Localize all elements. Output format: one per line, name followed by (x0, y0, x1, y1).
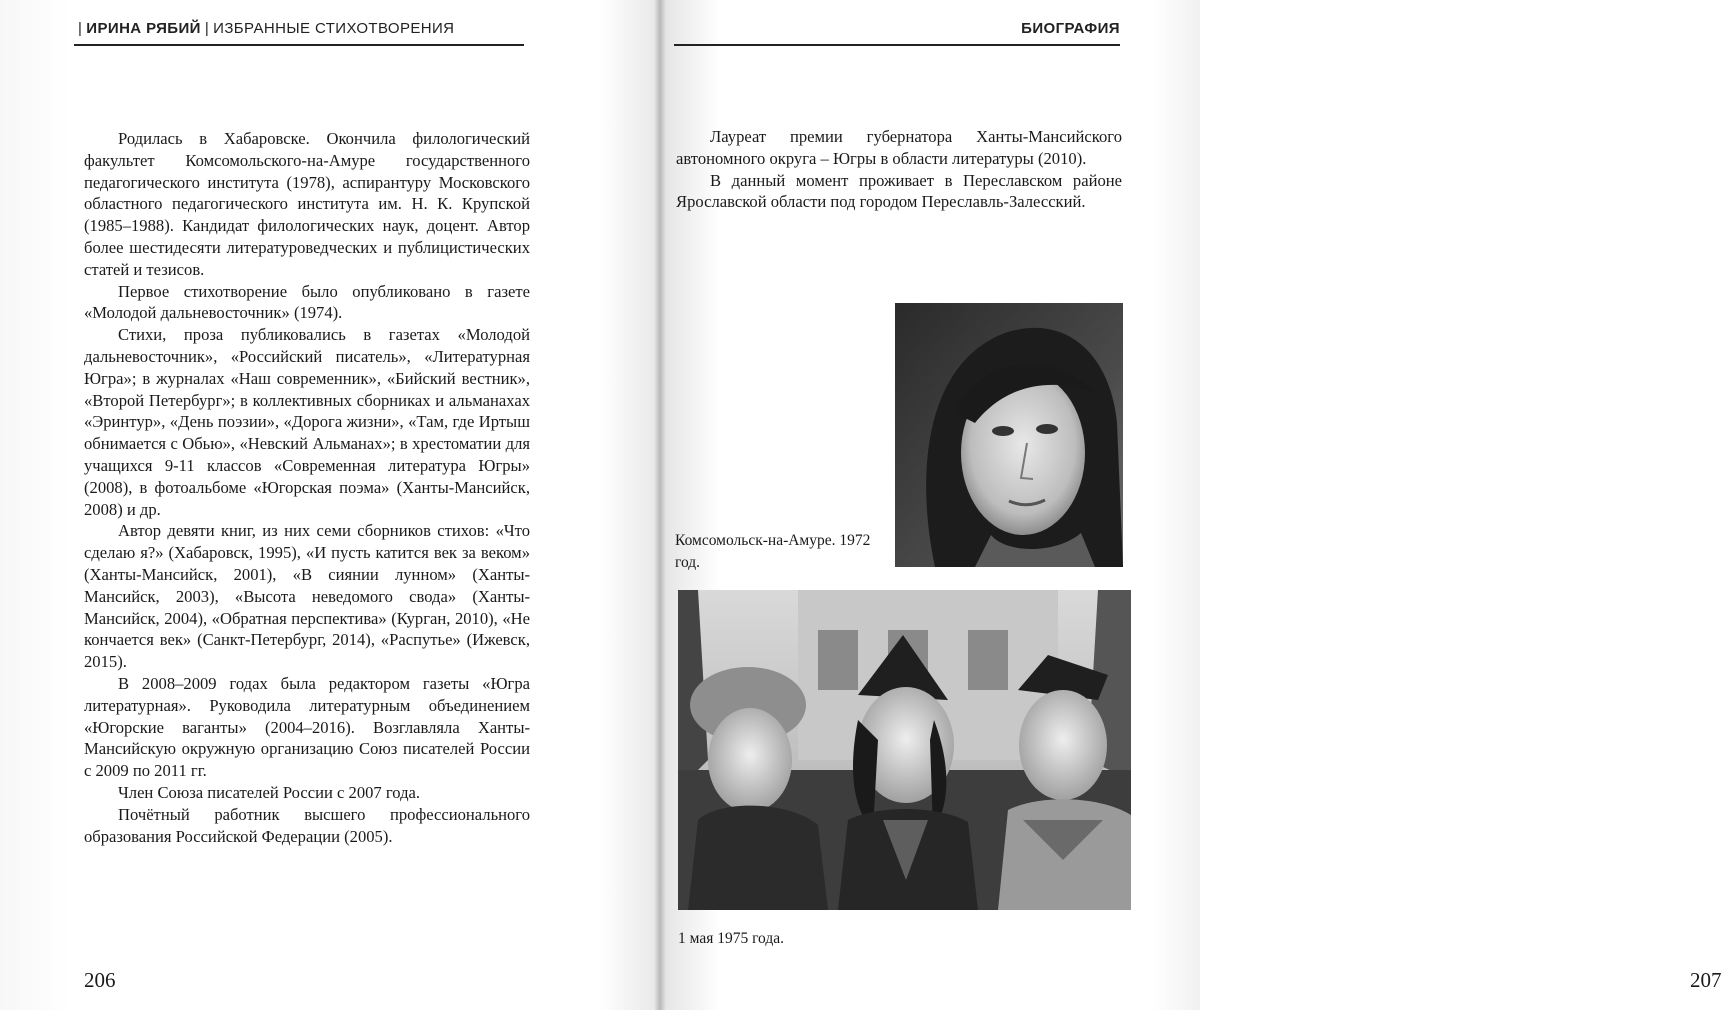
biography-text-right (676, 126, 1122, 213)
paragraph: В данный момент проживает в Переславском районе Ярославской области под городом Переславль-Залесский. (676, 170, 1122, 212)
header-author: ИРИНА РЯБИЙ (86, 20, 201, 37)
header-rule-right (674, 44, 1120, 46)
paragraph: Член Союза писателей России с 2007 года. (118, 782, 421, 802)
portrait-photo (895, 303, 1123, 567)
group-photo (678, 590, 1131, 910)
page-number-right: 207 (1690, 968, 1722, 992)
page-number-left: 206 (84, 968, 116, 992)
paragraph: Почётный работник высшего профессионального образования Российской Федерации (2005). (84, 804, 530, 846)
paragraph: В 2008–2009 годах была редактором газеты «Югра литературная». Руководила литературным объединением «Югорские ваганты» (2004–2016). Возглавляла Ханты-Мансийскую окружную организацию Союз писателей России с 2009 по 2011 гг. (84, 673, 530, 781)
biography-text-left (84, 128, 530, 847)
left-page (0, 0, 600, 1010)
header-book-title: ИЗБРАННЫЕ СТИХОТВОРЕНИЯ (213, 20, 455, 37)
running-head-right: БИОГРАФИЯ (1021, 20, 1120, 37)
paragraph: Родилась в Хабаровске. Окончила филологический факультет Комсомольского-на-Амуре государственного педагогического института (1978), аспирантуру Московского областного педагогического института им. Н. К. Крупской (1985–1988). Кандидат филологических наук, доцент. Автор более шестидесяти литературоведческих и публицистических статей и тезисов. (84, 129, 530, 279)
running-head-left: | ИРИНА РЯБИЙ | ИЗБРАННЫЕ СТИХОТВОРЕНИЯ (78, 20, 455, 37)
paragraph: Автор девяти книг, из них семи сборников стихов: «Что сделаю я?» (Хабаровск, 1995), «И пусть катится век за веком» (Ханты-Мансийск, 2001), «В сиянии лунном» (Ханты-Мансийск, 2003), «Высота неведомого свода» (Ханты-Мансийск, 2004), «Обратная перспектива» (Курган, 2010), «Не кончается век» (Санкт-Петербург, 2014), «Распутье» (Ижевск, 2015). (84, 521, 530, 672)
paragraph: Лауреат премии губернатора Ханты-Мансийского автономного округа – Югры в области литературы (2010). (676, 127, 1122, 168)
paragraph: Первое стихотворение было опубликовано в газете «Молодой дальневосточник» (1974). (84, 281, 530, 323)
group-photo-caption: 1 мая 1975 года. (678, 930, 785, 947)
group-photo-image (678, 590, 1131, 910)
paragraph: Стихи, проза публиковались в газетах «Молодой дальневосточник», «Российский писатель», «Литературная Югра»; в журналах «Наш современник», «Бийский вестник», «Второй Петербург»; в коллективных сборниках и альманахах «Эринтур», «День поэзии», «Дорога жизни», «Там, где Иртыш обнимается с Обью», «Невский Альманах»; в хрестоматии для учащихся 9-11 классов «Современная литература Югры» (2008), в фотоальбоме «Югорская поэма» (Ханты-Мансийск, 2008) и др. (84, 325, 530, 519)
portrait-caption: Комсомольск-на-Амуре. 1972 год. (675, 532, 871, 571)
header-rule-left (74, 44, 524, 46)
portrait-photo-image (895, 303, 1123, 567)
